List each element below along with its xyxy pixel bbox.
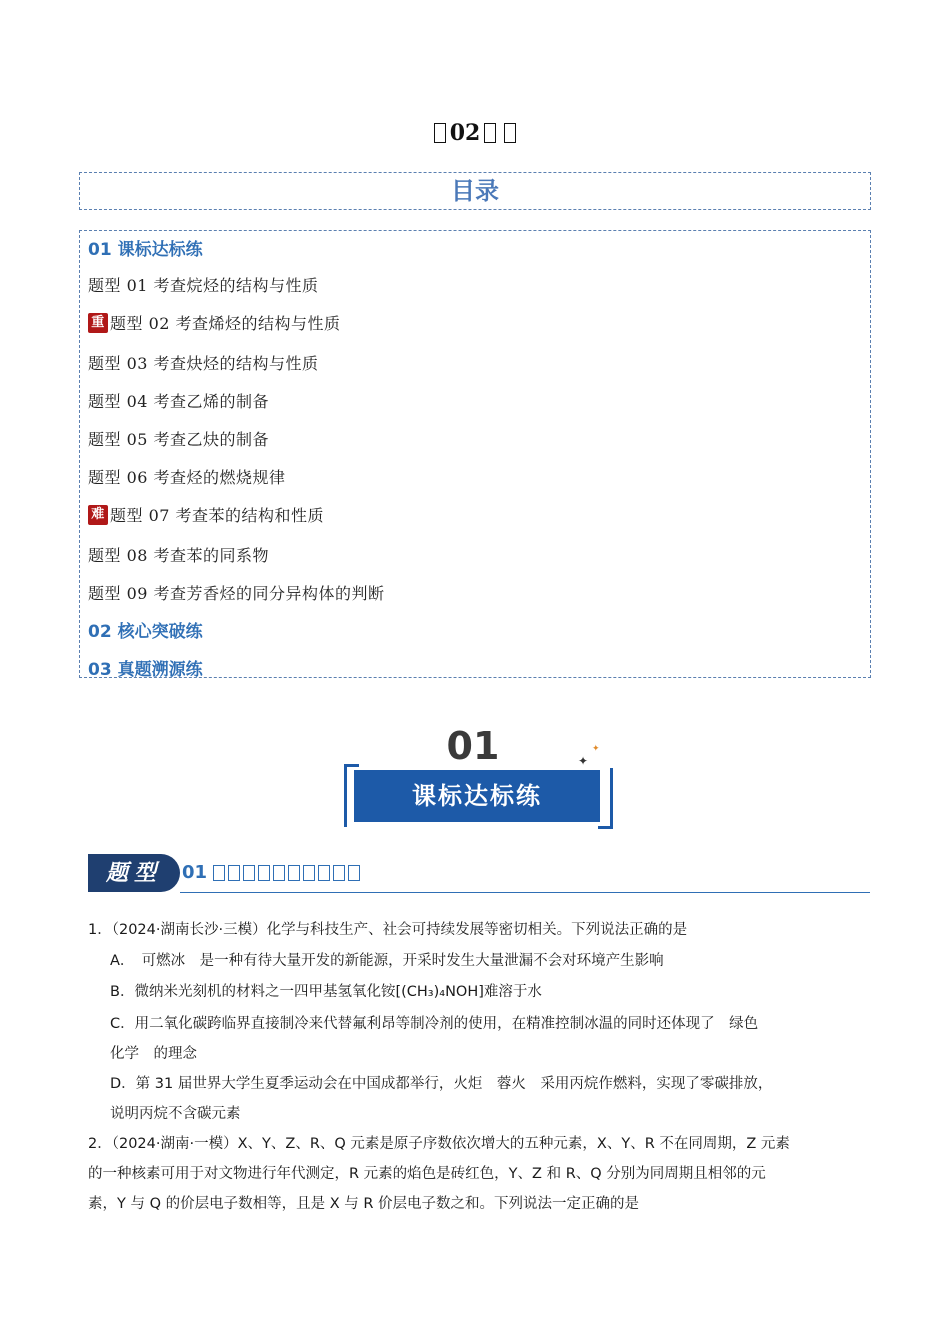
missing-glyph-box — [484, 123, 496, 143]
question-1-option-d: D．第 31 届世界大学生夏季运动会在中国成都举行，火炬 蓉火 采用丙烷作燃料，实现了零碳排放， — [110, 1076, 773, 1092]
toc-item-9[interactable]: 题型 09 考查芳香烃的同分异构体的判断 — [88, 584, 385, 603]
key-badge: 重 — [88, 313, 108, 333]
question-1-option-c: C．用二氧化碳跨临界直接制冷来代替氟利昂等制冷剂的使用，在精准控制冰温的同时还体现了 绿色 — [110, 1016, 759, 1032]
missing-glyph-box — [434, 123, 446, 143]
banner-label: 课标达标练 — [354, 770, 600, 822]
toc-item-6[interactable]: 题型 06 考查烃的燃烧规律 — [88, 468, 286, 487]
toc-box — [79, 230, 871, 678]
question-type-underline — [180, 892, 870, 893]
toc-section-2[interactable]: 02 核心突破练 — [88, 622, 203, 642]
question-1-option-c-cont: 化学 的理念 — [110, 1046, 197, 1062]
sparkle-icon: ✦ — [578, 754, 589, 768]
toc-item-4[interactable]: 题型 04 考查乙烯的制备 — [88, 392, 270, 411]
question-2-line-1: 2．（2024·湖南·一模）X、Y、Z、R、Q 元素是原子序数依次增大的五种元素，X、Y、R 不在同周期，Z 元素 — [88, 1136, 790, 1152]
hard-badge: 难 — [88, 505, 108, 525]
toc-item-5[interactable]: 题型 05 考查乙炔的制备 — [88, 430, 270, 449]
page-title-number: 02 — [449, 120, 481, 146]
toc-item-2[interactable]: 重 题型 02 考查烯烃的结构与性质 — [88, 311, 341, 334]
toc-section-3[interactable]: 03 真题溯源练 — [88, 660, 203, 680]
question-type-tag: 题型 — [88, 854, 180, 892]
question-2-line-2: 的一种核素可用于对文物进行年代测定，R 元素的焰色是砖红色，Y、Z 和 R、Q 分别为同周期且相邻的元 — [88, 1166, 766, 1182]
toc-heading: 目录 — [79, 172, 871, 210]
section-banner — [342, 724, 612, 828]
toc-item-1[interactable]: 题型 01 考查烷烃的结构与性质 — [88, 276, 319, 295]
missing-glyphs — [213, 865, 383, 883]
banner-bracket-right — [598, 768, 613, 829]
question-1-option-d-cont: 说明丙烷不含碳元素 — [110, 1106, 241, 1122]
question-2-line-3: 素，Y 与 Q 的价层电子数相等，且是 X 与 R 价层电子数之和。下列说法一定正确的是 — [88, 1196, 640, 1212]
sparkle-icon: ✦ — [592, 744, 600, 754]
question-1-option-a: A． 可燃冰 是一种有待大量开发的新能源，开采时发生大量泄漏不会对环境产生影响 — [110, 953, 664, 969]
toc-item-3[interactable]: 题型 03 考查炔烃的结构与性质 — [88, 354, 319, 373]
page-title — [0, 120, 950, 146]
toc-item-7[interactable]: 难 题型 07 考查苯的结构和性质 — [88, 503, 324, 526]
missing-glyph-box — [504, 123, 516, 143]
toc-section-1[interactable]: 01 课标达标练 — [88, 240, 203, 260]
question-1-stem: 1．（2024·湖南长沙·三模）化学与科技生产、社会可持续发展等密切相关。下列说法正确的是 — [88, 922, 688, 938]
banner-number: 01 — [446, 724, 500, 768]
toc-item-8[interactable]: 题型 08 考查苯的同系物 — [88, 546, 270, 565]
question-type-title: 01 — [182, 862, 383, 883]
question-1-option-b: B．微纳米光刻机的材料之一四甲基氢氧化铵[(CH₃)₄NOH]难溶于水 — [110, 984, 542, 1000]
